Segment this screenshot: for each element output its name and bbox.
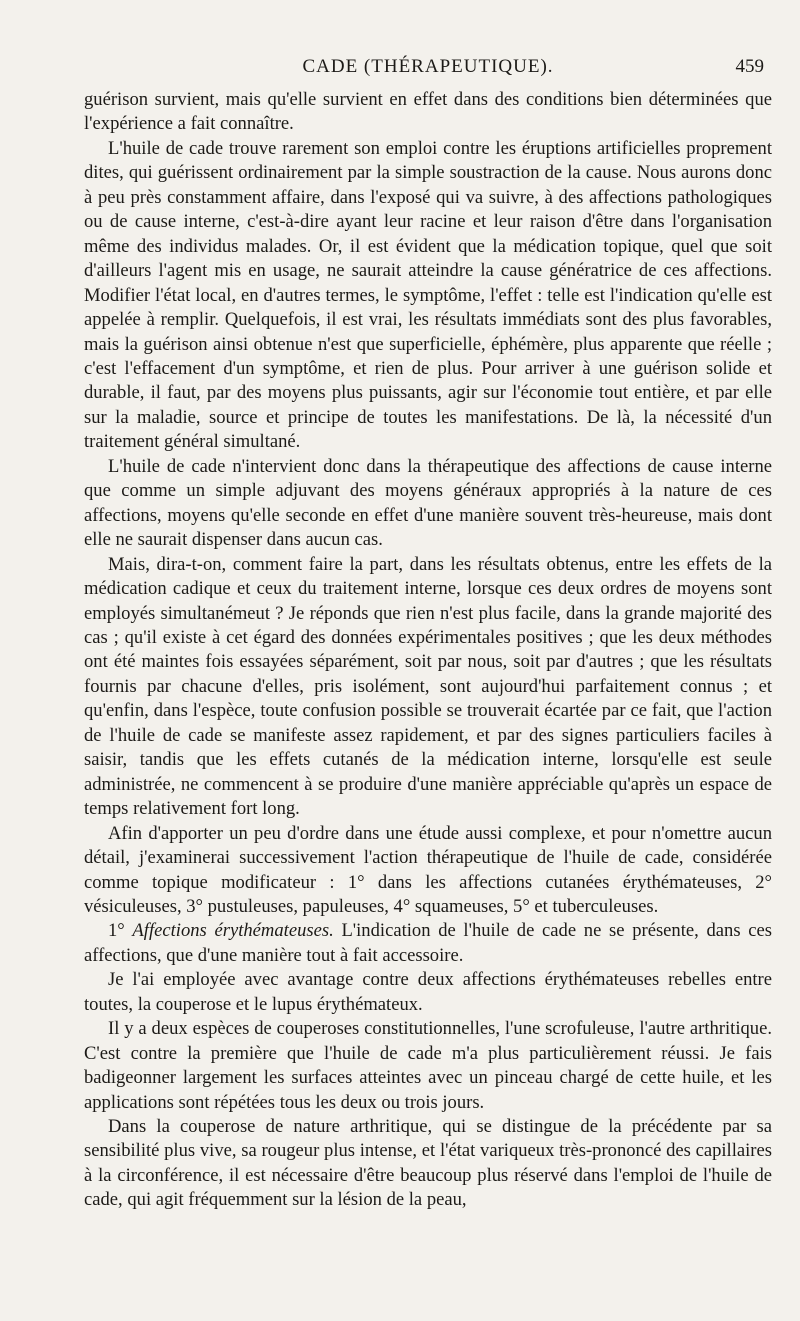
paragraph-5: Afin d'apporter un peu d'ordre dans une étude aussi complexe, et pour n'omettre aucun détail, j'examinerai successivement l'action thérapeutique de l'huile de cade, considérée comme topique modificateur : 1° dans les affections cutanées érythémateuses, 2° vésiculeuses, 3° pustuleuses, papuleuses, 4° squameuses, 5° et tuberculeuses.	[84, 822, 772, 917]
running-head: CADE (THÉRAPEUTIQUE).	[302, 56, 554, 77]
paragraph-7: Je l'ai employée avec avantage contre deux affections érythémateuses rebelles entre toutes, la couperose et le lupus érythémateux.	[84, 969, 772, 1015]
paragraph-4: Mais, dira-t-on, comment faire la part, dans les résultats obtenus, entre les effets de la médication cadique et ceux du traitement interne, lorsque ces deux ordres de moyens sont employés simultanémeut ? Je réponds que rien n'est plus facile, dans la grande majorité des cas ; qu'il existe à cet égard des données expérimentales positives ; que les deux méthodes ont été maintes fois essayées séparément, soit par nous, soit par d'autres ; que les résultats fournis par chacune d'elles, pris isolément, sont aujourd'hui parfaitement connus ; et qu'enfin, dans l'espèce, toute confusion possible se trouverait écartée par ce fait, que l'action de l'huile de cade se manifeste assez rapidement, et par des signes particuliers faciles à saisir, tandis que les effets cutanés de la médication interne, lorsqu'elle est seule administrée, ne commencent à se produire d'une manière appréciable qu'après un espace de temps relativement fort long.	[84, 553, 772, 820]
section-text: L'indication de l'huile de cade ne se présente, dans ces affections, que d'une manière tout à fait accessoire.	[84, 920, 772, 966]
paragraph-8: Il y a deux espèces de couperoses constitutionnelles, l'une scrofuleuse, l'autre arthritique. C'est contre la première que l'huile de cade m'a plus particulièrement réussi. Je fais badigeonner largement les surfaces atteintes avec un pinceau chargé de cette huile, et les applications sont répétées tous les deux ou trois jours.	[84, 1018, 772, 1113]
paragraph-9: Dans la couperose de nature arthritique, qui se distingue de la précédente par sa sensibilité plus vive, sa rougeur plus intense, et l'état variqueux très-prononcé des capillaires à la circonférence, il est nécessaire d'être beaucoup plus réservé dans l'emploi de l'huile de cade, qui agit fréquemment sur la lésion de la peau,	[84, 1116, 772, 1211]
page-header	[84, 56, 772, 86]
paragraph-2: L'huile de cade trouve rarement son emploi contre les éruptions artificielles proprement dites, qui guérissent ordinairement par la simple soustraction de la cause. Nous aurons donc à peu près constamment affaire, dans l'exposé qui va suivre, à des affections pathologiques ou de cause interne, c'est-à-dire ayant leur racine et leur raison d'être dans l'organisation même des individus malades. Or, il est évident que la médication topique, quel que soit d'ailleurs l'agent mis en usage, ne saurait atteindre la cause génératrice de ces affections. Modifier l'état local, en d'autres termes, le symptôme, l'effet : telle est l'indication qu'elle est appelée à remplir. Quelquefois, il est vrai, les résultats immédiats sont des plus favorables, mais la guérison ainsi obtenue n'est que superficielle, éphémère, plus apparente que réelle ; c'est l'effacement d'un symptôme, et rien de plus. Pour arriver à une guérison solide et durable, il faut, par des moyens plus puissants, agir sur l'économie tout entière, et par elle sur la maladie, source et principe de toutes les manifestations. De là, la nécessité d'un traitement général simultané.	[84, 137, 772, 453]
page-number: 459	[735, 56, 764, 77]
body-text	[84, 88, 772, 1213]
section-number: 1°	[108, 920, 133, 942]
paragraph-6-section-erythemateuses	[84, 919, 772, 968]
section-title: Affections érythémateuses.	[132, 920, 334, 942]
paragraph-3: L'huile de cade n'intervient donc dans la thérapeutique des affections de cause interne que comme un simple adjuvant des moyens généraux appropriés à la nature de ces affections, moyens qu'elle seconde en effet d'une manière souvent très-heureuse, mais dont elle ne saurait dispenser dans aucun cas.	[84, 455, 772, 551]
paragraph-1: guérison survient, mais qu'elle survient en effet dans des conditions bien déterminées que l'expérience a fait connaître.	[84, 89, 772, 135]
